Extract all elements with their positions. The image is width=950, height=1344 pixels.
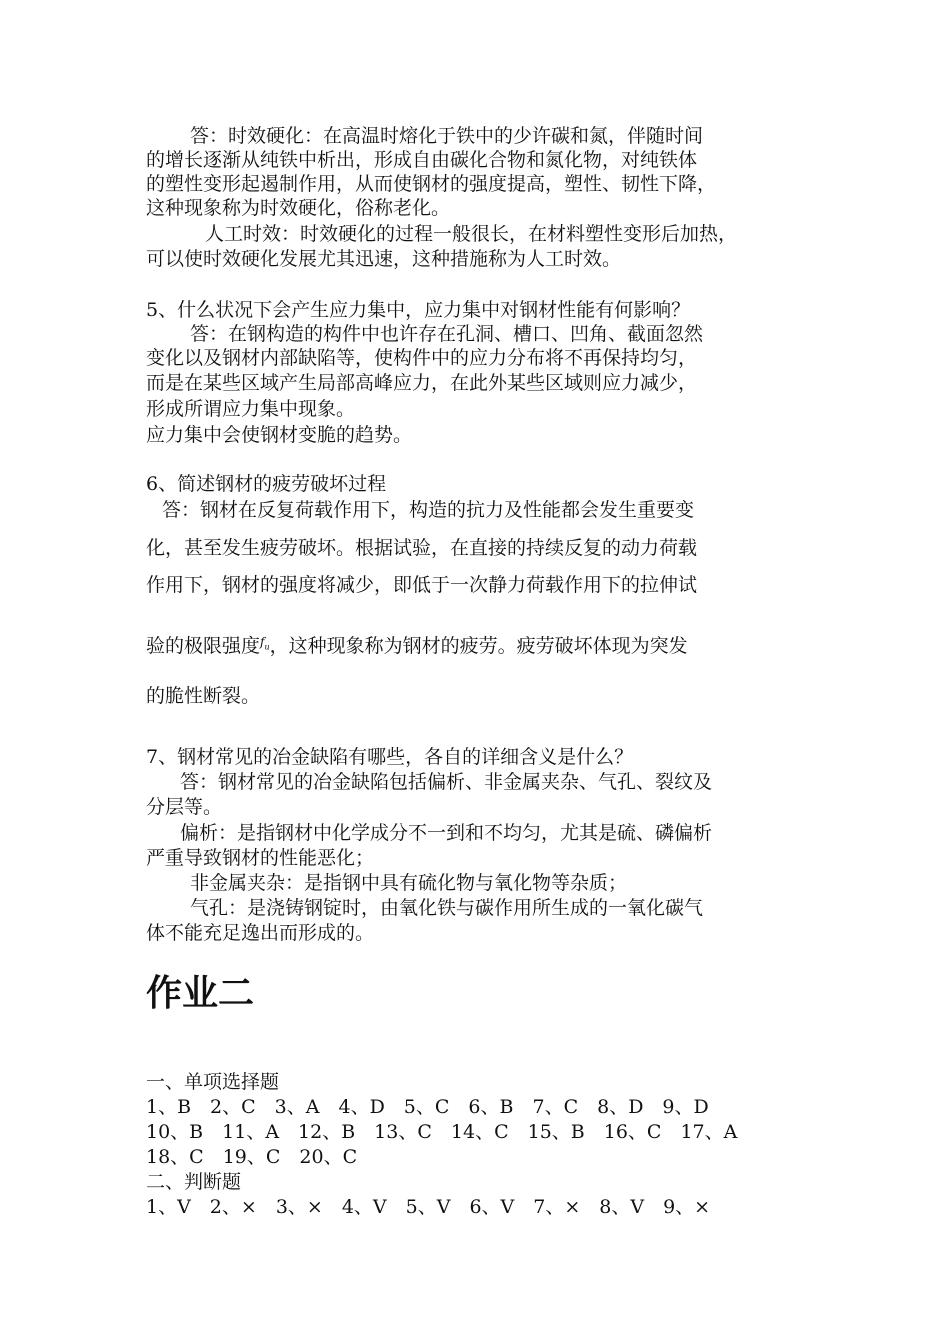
q6-line-4-start: 验的极限强度 <box>146 635 261 657</box>
q6-line-4-end: ，这种现象称为钢材的疲劳。疲劳破坏体现为突发 <box>269 635 688 657</box>
choice-answers-row-1: 1、B 2、C 3、A 4、D 5、C 6、B 7、C 8、D 9、D <box>146 1096 709 1118</box>
q6-answer-line-4 <box>146 630 688 659</box>
aging-answer-line-4: 这种现象称为时效硬化，俗称老化。 <box>146 197 451 219</box>
q5-answer-line-4: 形成所谓应力集中现象。 <box>146 398 356 420</box>
q7-inclusion-line: 非金属夹杂：是指钢中具有硫化物与氧化物等杂质； <box>190 872 628 894</box>
artificial-aging-line-2: 可以使时效硬化发展尤其迅速，这种措施称为人工时效。 <box>146 248 622 270</box>
q7-answer-line-1: 答：钢材常见的冶金缺陷包括偏析、非金属夹杂、气孔、裂纹及 <box>180 771 713 793</box>
formula-fu <box>260 635 270 652</box>
choice-answers-row-2: 10、B 11、A 12、B 13、C 14、C 15、B 16、C 17、A <box>146 1121 738 1143</box>
question-6: 6、简述钢材的疲劳破坏过程 <box>146 473 387 495</box>
q5-answer-line-5: 应力集中会使钢材变脆的趋势。 <box>146 424 413 446</box>
section-single-choice: 一、单项选择题 <box>146 1071 280 1093</box>
question-7: 7、钢材常见的冶金缺陷有哪些，各自的详细含义是什么？ <box>146 746 634 768</box>
formula-subscript: u <box>264 642 270 652</box>
q6-answer-line-2: 化，甚至发生疲劳破坏。根据试验，在直接的持续反复的动力荷载 <box>146 537 698 559</box>
aging-answer-line-1: 答：时效硬化：在高温时熔化于铁中的少许碳和氮，伴随时间 <box>190 125 704 147</box>
q7-porosity-line-1: 气孔：是浇铸钢锭时，由氧化铁与碳作用所生成的一氧化碳气 <box>190 897 704 919</box>
choice-answers-row-3: 18、C 19、C 20、C <box>146 1146 358 1168</box>
true-false-answers-row-1: 1、V 2、× 3、× 4、V 5、V 6、V 7、× 8、V 9、× <box>146 1196 711 1218</box>
section-true-false: 二、判断题 <box>146 1171 242 1193</box>
q5-answer-line-1: 答：在钢构造的构件中也许存在孔洞、槽口、凹角、截面忽然 <box>190 323 704 345</box>
question-5: 5、什么状况下会产生应力集中，应力集中对钢材性能有何影响？ <box>146 299 691 321</box>
q7-answer-line-2: 分层等。 <box>146 796 223 818</box>
aging-answer-line-2: 的增长逐渐从纯铁中析出，形成自由碳化合物和氮化物，对纯铁体 <box>146 149 698 171</box>
q6-answer-line-3: 作用下，钢材的强度将减少，即低于一次静力荷载作用下的拉伸试 <box>146 574 698 596</box>
q6-answer-line-5: 的脆性断裂。 <box>146 685 261 707</box>
aging-answer-line-3: 的塑性变形起遏制作用，从而使钢材的强度提高，塑性、韧性下降， <box>146 173 717 195</box>
artificial-aging-line-1: 人工时效：时效硬化的过程一般很长，在材料塑性变形后加热， <box>205 223 738 245</box>
q5-answer-line-2: 变化以及钢材内部缺陷等，使构件中的应力分布将不再保持均匀， <box>146 347 698 369</box>
q6-answer-line-1: 答：钢材在反复荷载作用下，构造的抗力及性能都会发生重要变 <box>162 499 695 521</box>
q7-segregation-line-1: 偏析：是指钢材中化学成分不一到和不均匀，尤其是硫、磷偏析 <box>180 822 713 844</box>
q7-porosity-line-2: 体不能充足逸出而形成的。 <box>146 922 375 944</box>
q5-answer-line-3: 而是在某些区域产生局部高峰应力，在此外某些区域则应力减少， <box>146 372 698 394</box>
formula-f: f <box>260 635 265 649</box>
q7-segregation-line-2: 严重导致钢材的性能恶化； <box>146 847 375 869</box>
homework-2-title: 作业二 <box>146 973 255 1014</box>
